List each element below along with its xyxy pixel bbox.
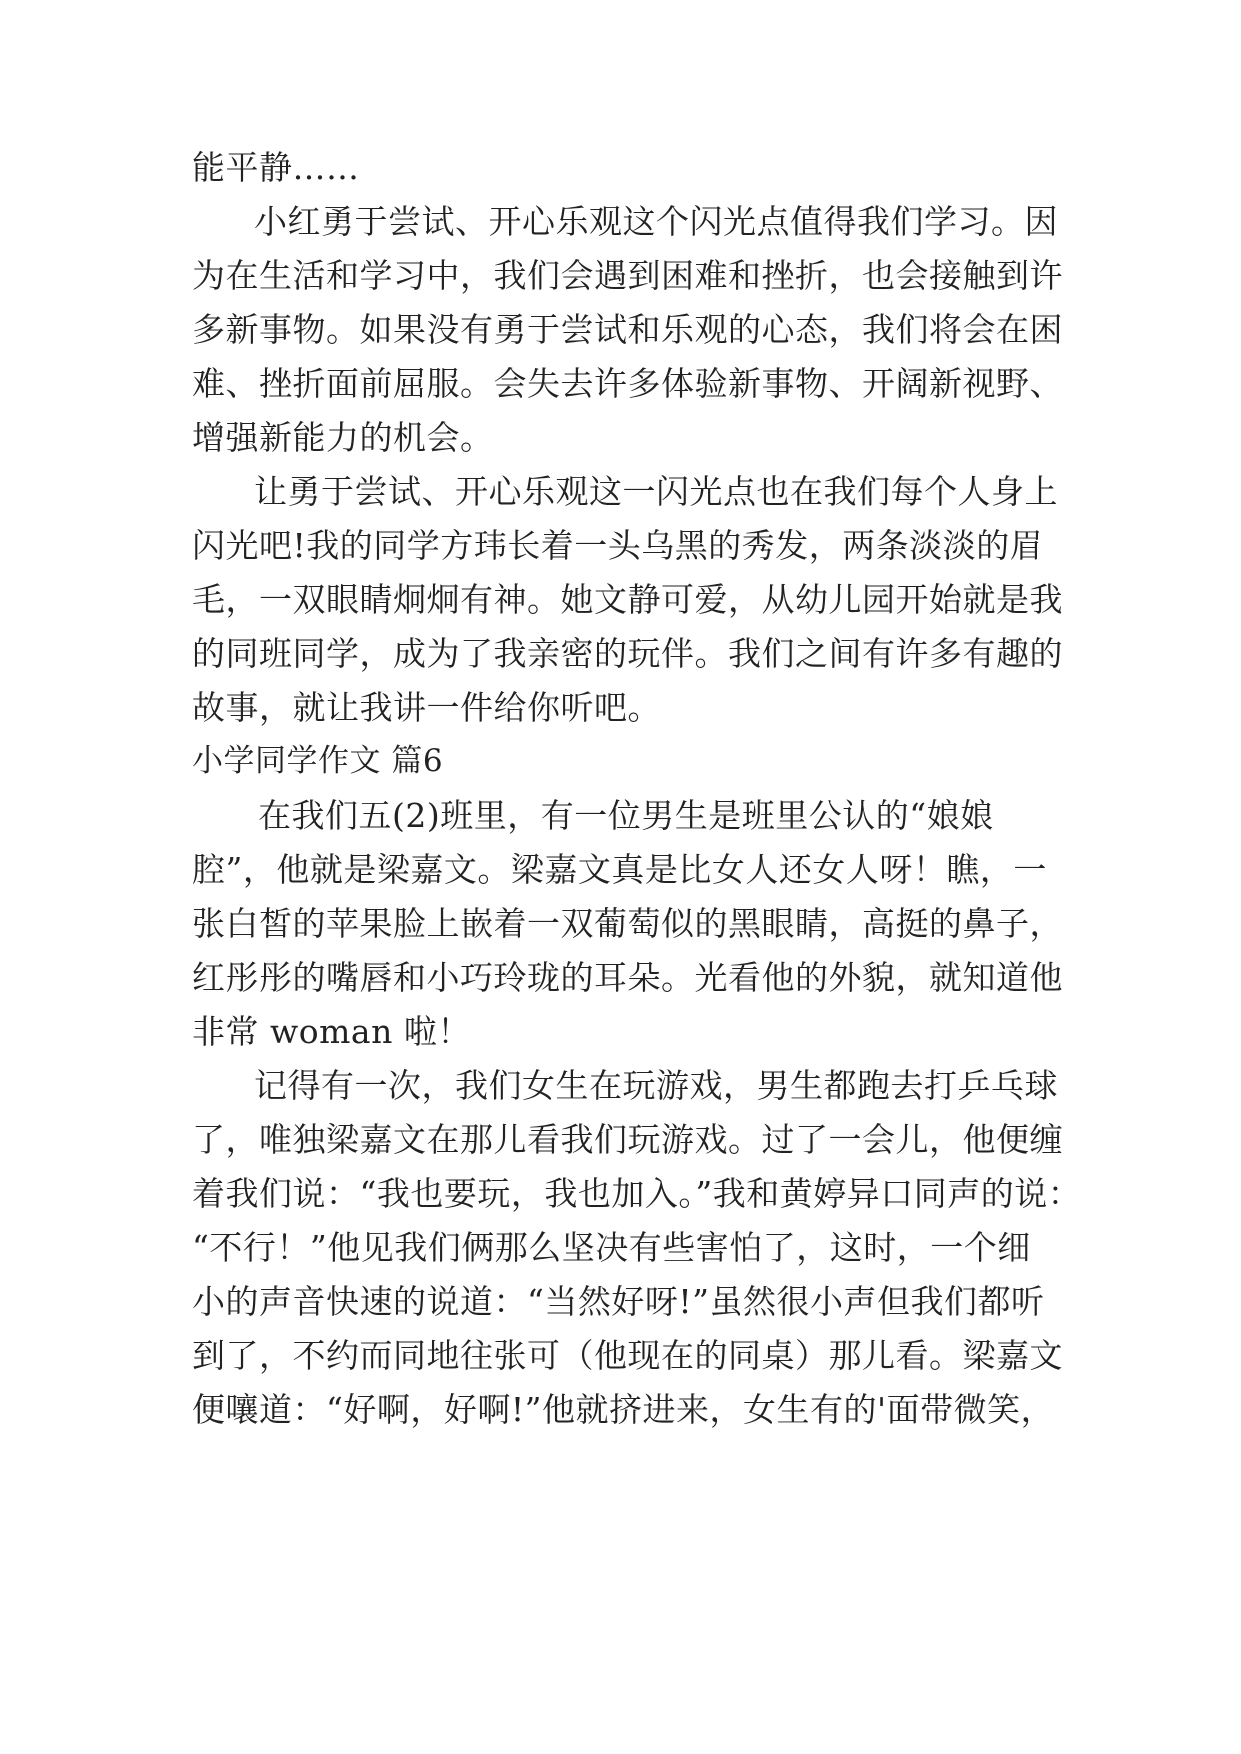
text-line: 便嚷道：“好啊，好啊!”他就挤进来，女生有的'面带微笑， <box>192 1390 1055 1429</box>
text-line: 难、挫折面前屈服。会失去许多体验新事物、开阔新视野、 <box>192 364 1063 403</box>
text-line: 小的声音快速的说道：“当然好呀!”虽然很小声但我们都听 <box>192 1282 1045 1321</box>
text-line: “不行！”他见我们俩那么坚决有些害怕了，这时，一个细 <box>192 1228 1031 1267</box>
paragraph-first-line: 小红勇于尝试、开心乐观这个闪光点值得我们学习。因 <box>254 202 1058 241</box>
text-line: 非常 woman 啦！ <box>192 1012 471 1051</box>
text-line: 故事，就让我讲一件给你听吧。 <box>192 688 661 727</box>
text-line: 了，唯独梁嘉文在那儿看我们玩游戏。过了一会儿，他便缠 <box>192 1120 1063 1159</box>
text-line: 到了，不约而同地往张可（他现在的同桌）那儿看。梁嘉文 <box>192 1336 1063 1375</box>
text-line: 着我们说：“我也要玩，我也加入。”我和黄婷异口同声的说： <box>192 1174 1082 1213</box>
text-line: 红彤彤的嘴唇和小巧玲珑的耳朵。光看他的外貌，就知道他 <box>192 958 1063 997</box>
text-line: 张白皙的苹果脸上嵌着一双葡萄似的黑眼睛，高挺的鼻子， <box>192 904 1063 943</box>
text-line: 能平静…… <box>192 148 360 187</box>
paragraph-first-line: 记得有一次，我们女生在玩游戏，男生都跑去打乒乓球 <box>254 1066 1058 1105</box>
paragraph-first-line: 让勇于尝试、开心乐观这一闪光点也在我们每个人身上 <box>254 472 1058 511</box>
paragraph-first-line: 在我们五(2)班里，有一位男生是班里公认的“娘娘 <box>258 796 994 835</box>
text-line: 为在生活和学习中，我们会遇到困难和挫折，也会接触到许 <box>192 256 1063 295</box>
text-line: 腔”，他就是梁嘉文。梁嘉文真是比女人还女人呀！瞧，一 <box>192 850 1047 889</box>
text-line: 多新事物。如果没有勇于尝试和乐观的心态，我们将会在困 <box>192 310 1063 349</box>
text-line: 增强新能力的机会。 <box>192 418 494 457</box>
text-line: 闪光吧!我的同学方玮长着一头乌黑的秀发，两条淡淡的眉 <box>192 526 1044 565</box>
section-heading: 小学同学作文 篇6 <box>192 743 444 779</box>
text-line: 毛，一双眼睛炯炯有神。她文静可爱，从幼儿园开始就是我 <box>192 580 1063 619</box>
text-line: 的同班同学，成为了我亲密的玩伴。我们之间有许多有趣的 <box>192 634 1063 673</box>
